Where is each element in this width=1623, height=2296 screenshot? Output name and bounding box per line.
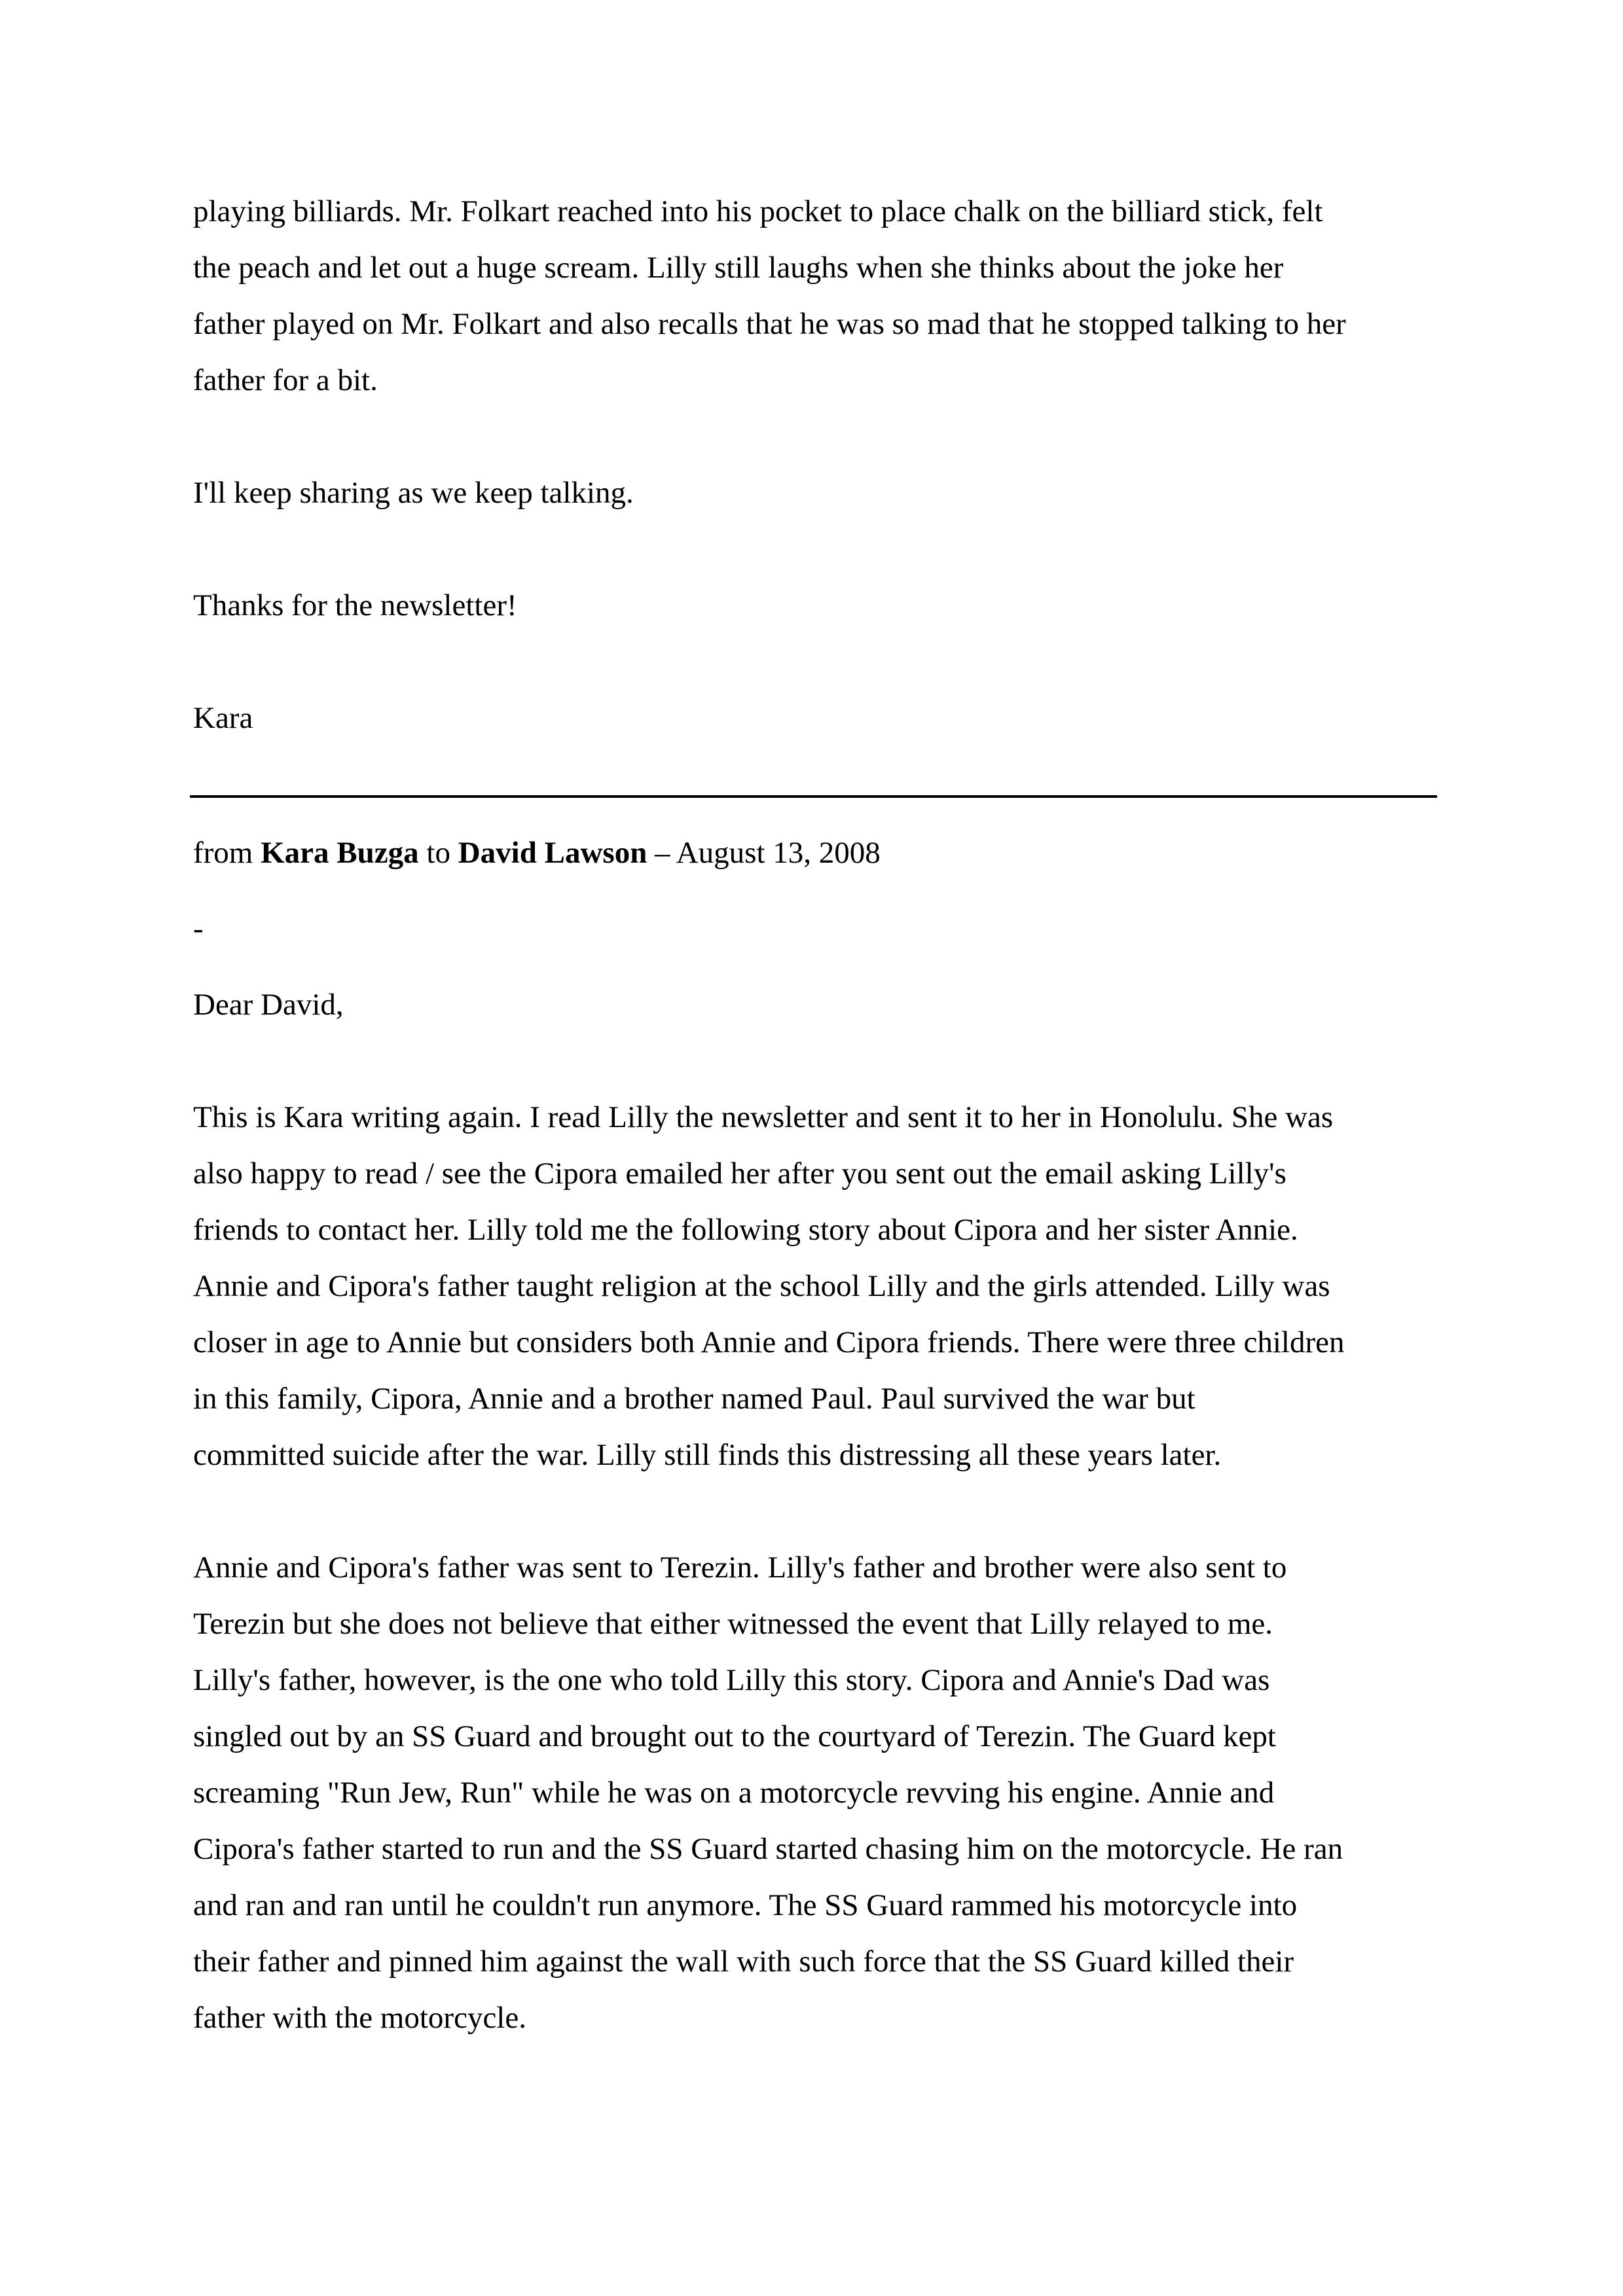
text-line: friends to contact her. Lilly told me the following story about Cipora and her sister Annie. (193, 1213, 1298, 1247)
text-line: the peach and let out a huge scream. Lilly still laughs when she thinks about the joke her (193, 251, 1284, 285)
dash-separator: - (193, 912, 204, 946)
letter-divider (190, 795, 1437, 798)
text-line: screaming "Run Jew, Run" while he was on a motorcycle revving his engine. Annie and (193, 1776, 1275, 1810)
text-line: singled out by an SS Guard and brought out to the courtyard of Terezin. The Guard kept (193, 1719, 1276, 1753)
text-line: committed suicide after the war. Lilly still finds this distressing all these years later. (193, 1438, 1222, 1472)
text-line: playing billiards. Mr. Folkart reached into his pocket to place chalk on the billiard stick, felt (193, 194, 1323, 228)
text-line: father for a bit. (193, 363, 378, 397)
text-line: Annie and Cipora's father taught religion at the school Lilly and the girls attended. Lilly was (193, 1269, 1330, 1303)
thanks-line: Thanks for the newsletter! (193, 588, 517, 622)
signature: Kara (193, 701, 253, 735)
text-line: Lilly's father, however, is the one who told Lilly this story. Cipora and Annie's Dad was (193, 1663, 1270, 1697)
text-line: father played on Mr. Folkart and also recalls that he was so mad that he stopped talking to her (193, 307, 1346, 341)
text-line: closer in age to Annie but considers both Annie and Cipora friends. There were three children (193, 1325, 1345, 1359)
keep-sharing-line: I'll keep sharing as we keep talking. (193, 476, 634, 510)
text-line: father with the motorcycle. (193, 2001, 526, 2035)
text-line: Cipora's father started to run and the SS Guard started chasing him on the motorcycle. He ran (193, 1832, 1343, 1866)
paragraph-2 (193, 1539, 1437, 2046)
text-line: This is Kara writing again. I read Lilly the newsletter and sent it to her in Honolulu. She was (193, 1100, 1334, 1134)
text-line: and ran and ran until he couldn't run anymore. The SS Guard rammed his motorcycle into (193, 1888, 1298, 1922)
sender-name: Kara Buzga (261, 836, 419, 870)
text-line: Annie and Cipora's father was sent to Terezin. Lilly's father and brother were also sent to (193, 1551, 1287, 1585)
text-line: their father and pinned him against the wall with such force that the SS Guard killed their (193, 1945, 1294, 1979)
text-line: Terezin but she does not believe that either witnessed the event that Lilly relayed to me. (193, 1607, 1273, 1641)
to-word: to (426, 836, 450, 870)
salutation: Dear David, (193, 988, 344, 1022)
letter-date: – August 13, 2008 (655, 836, 881, 870)
letter-header (193, 825, 1437, 881)
closing-paragraph (193, 183, 1437, 408)
recipient-name: David Lawson (458, 836, 647, 870)
paragraph-1 (193, 1089, 1437, 1483)
text-line: in this family, Cipora, Annie and a brother named Paul. Paul survived the war but (193, 1382, 1195, 1416)
text-line: also happy to read / see the Cipora emailed her after you sent out the email asking Lilly's (193, 1157, 1286, 1191)
from-word: from (193, 836, 253, 870)
